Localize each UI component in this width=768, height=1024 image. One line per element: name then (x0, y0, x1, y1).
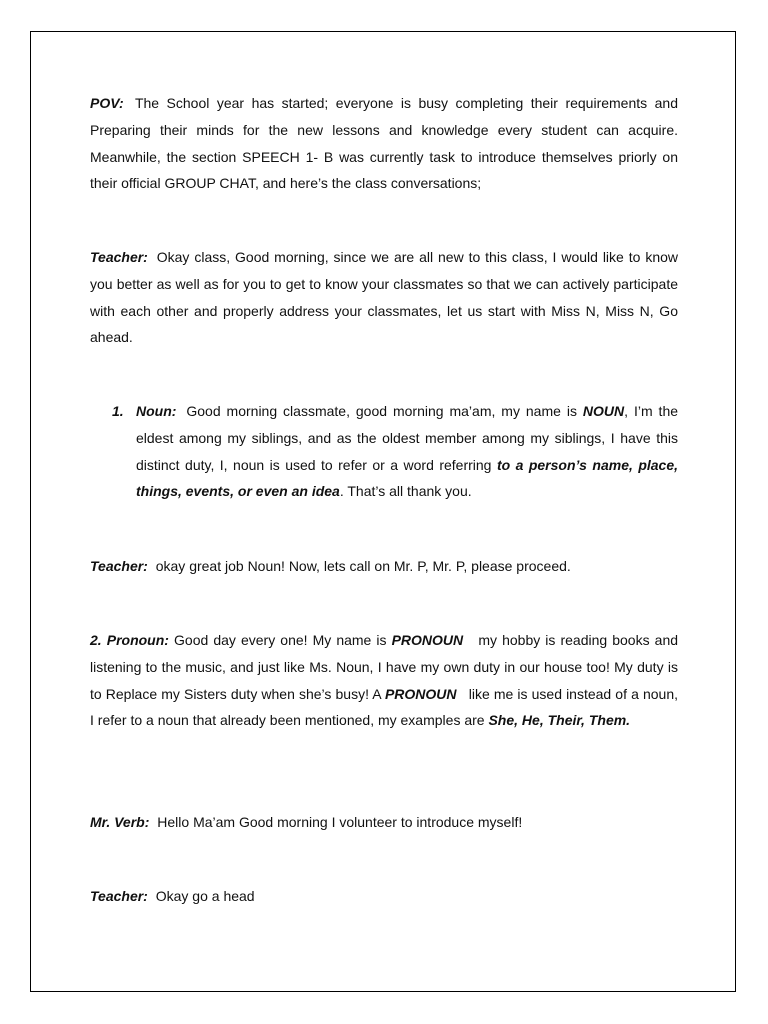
pronoun-text-1: Good day every one! My name is (174, 632, 387, 648)
pronoun-name: PRONOUN (391, 632, 464, 648)
noun-name: NOUN (582, 403, 625, 419)
teacher-intro-text: Okay class, Good morning, since we are all new to this class, I would like to know you better as well as for you to get to know your classmates so that we can actively participate with each other and properly address your classmates, let us start with Miss N, Miss N, Go ahead. (90, 249, 678, 346)
pov-paragraph (90, 90, 678, 197)
noun-text-1: Good morning classmate, good morning ma’am, my name is (186, 403, 577, 419)
teacher-label: Teacher: (90, 558, 148, 574)
noun-label: Noun: (136, 403, 177, 419)
teacher-verb-paragraph (90, 883, 678, 910)
noun-text-2: , I’m the eldest among my siblings, and as the oldest member among my siblings, I have this distinct duty, I, noun is used to refer or a word referring (136, 403, 679, 473)
pronoun-text-3: like me is used instead of a noun, I refer to a noun that already been mentioned, my examples are (90, 685, 678, 729)
pronoun-name: PRONOUN (384, 685, 457, 702)
verb-label: Mr. Verb: (90, 814, 150, 830)
list-number: 1. (112, 403, 124, 419)
verb-paragraph (90, 809, 678, 836)
pronoun-label: 2. Pronoun: (90, 632, 169, 648)
noun-emphasis: to a person’s name, place, things, events, or even an idea (136, 456, 679, 500)
pov-text: The School year has started; everyone is busy completing their requirements and Preparing their minds for the new lessons and knowledge every student can acquire. Meanwhile, the section SPEECH 1- B was currently task to introduce themselves priorly on their official GROUP CHAT, and here’s the class conversations; (90, 95, 678, 192)
pronoun-text-2: my hobby is reading books and listening to the music, and just like Ms. Noun, I have my own duty in our house too! My duty is to Replace my Sisters duty when she’s busy! A (90, 632, 679, 702)
verb-text: Hello Ma’am Good morning I volunteer to introduce myself! (157, 814, 523, 830)
teacher-verb-text: Okay go a head (155, 888, 255, 904)
teacher-noun-paragraph (90, 553, 678, 580)
teacher-label: Teacher: (90, 249, 148, 265)
pov-label: POV: (90, 95, 124, 111)
noun-list-item (112, 398, 679, 505)
document-page (30, 31, 736, 992)
pronoun-examples: She, He, Their, Them. (488, 712, 631, 729)
teacher-noun-text: okay great job Noun! Now, lets call on Mr. P, Mr. P, please proceed. (155, 558, 571, 574)
teacher-intro-paragraph (90, 244, 678, 351)
noun-text-3: . That’s all thank you. (339, 483, 472, 500)
pronoun-paragraph (90, 627, 678, 734)
teacher-label: Teacher: (90, 888, 148, 904)
